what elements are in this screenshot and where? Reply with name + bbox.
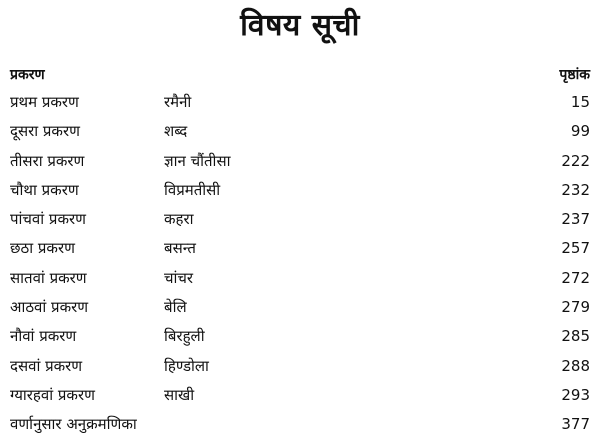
chapter-label: छठा प्रकरण: [10, 239, 75, 258]
column-header-row: [10, 64, 590, 86]
chapter-label: दसवां प्रकरण: [10, 356, 83, 375]
page-number: 377: [561, 415, 590, 434]
chapter-label: वर्णानुसार अनुक्रमणिका: [10, 415, 137, 434]
list-item: [10, 117, 590, 146]
section-name: कहरा: [164, 210, 194, 229]
page-title: विषय सूची: [240, 8, 360, 43]
chapter-label: सातवां प्रकरण: [10, 268, 87, 287]
contents-list: [10, 88, 590, 440]
section-name: शब्द: [164, 122, 188, 141]
section-name: बिरहुली: [164, 327, 205, 346]
list-item: [10, 352, 590, 381]
list-item: [10, 381, 590, 410]
page-number: 279: [561, 298, 590, 317]
chapter-label: चौथा प्रकरण: [10, 180, 79, 199]
section-name: बसन्त: [164, 239, 196, 258]
list-item: [10, 264, 590, 293]
list-item: [10, 410, 590, 439]
page-number: 237: [561, 210, 590, 229]
page-number: 232: [561, 180, 590, 199]
chapter-label: ग्यारहवां प्रकरण: [10, 385, 95, 404]
list-item: [10, 322, 590, 351]
page-number: 15: [570, 93, 590, 111]
page-number: 99: [570, 122, 590, 141]
chapter-label: प्रथम प्रकरण: [10, 93, 79, 111]
page-number: 293: [561, 385, 590, 404]
list-item: [10, 205, 590, 234]
section-name: हिण्डोला: [164, 356, 209, 375]
list-item: [10, 176, 590, 205]
page-number: 288: [561, 356, 590, 375]
list-item: [10, 293, 590, 322]
section-name: रमैनी: [164, 93, 192, 111]
page-number: 285: [561, 327, 590, 346]
page-column-header: पृष्ठांक: [559, 67, 590, 83]
section-name: चांचर: [164, 268, 194, 287]
chapter-label: तीसरा प्रकरण: [10, 151, 85, 170]
section-name: साखी: [164, 385, 195, 404]
chapter-label: नौवां प्रकरण: [10, 327, 77, 346]
section-name: ज्ञान चौंतीसा: [164, 151, 231, 170]
chapter-column-header: प्रकरण: [10, 67, 45, 83]
page-number: 222: [561, 151, 590, 170]
chapter-label: दूसरा प्रकरण: [10, 122, 80, 141]
page-number: 257: [561, 239, 590, 258]
list-item: [10, 88, 590, 117]
chapter-label: पांचवां प्रकरण: [10, 210, 86, 229]
section-name: विप्रमतीसी: [164, 180, 221, 199]
section-name: बेलि: [164, 298, 187, 317]
list-item: [10, 234, 590, 263]
list-item: [10, 147, 590, 176]
chapter-label: आठवां प्रकरण: [10, 298, 89, 317]
page-number: 272: [561, 268, 590, 287]
